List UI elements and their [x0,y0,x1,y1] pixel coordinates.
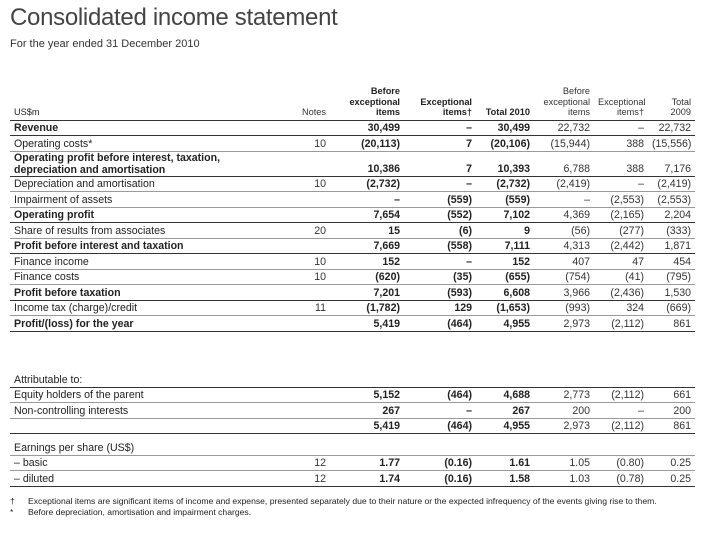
footnote-mark: † [10,496,15,506]
exceptional-2010-cell: (464) [404,316,476,332]
table-row [10,151,695,176]
exceptional-2009-cell: – [594,176,648,192]
row-label: Operating profit [10,207,286,223]
total-2010-cell: 152 [476,254,534,270]
exceptional-2010-cell: 129 [404,300,476,316]
before-exceptional-2010-cell: 30,499 [330,120,404,136]
before-exceptional-2010-cell: 1.77 [330,455,404,471]
exceptional-2010-cell: (552) [404,207,476,223]
exceptional-2009-cell: (0.78) [594,471,648,487]
exceptional-2010-cell: (464) [404,418,476,434]
total-2010-cell: 267 [476,403,534,419]
exceptional-2010-cell: (6) [404,223,476,239]
row-label: Equity holders of the parent [10,387,286,403]
before-exceptional-2009-cell: 4,313 [534,238,594,254]
income-statement-table [10,86,695,332]
before-exceptional-2009-cell: 2,973 [534,418,594,434]
total-2009-cell: 1,530 [648,285,695,301]
exceptional-2010-cell: (35) [404,269,476,285]
note-cell [286,418,330,434]
before-exceptional-2010-cell: 5,152 [330,387,404,403]
row-label: Finance income [10,254,286,270]
total-2010-cell: 4,688 [476,387,534,403]
total-2010-cell: 10,393 [476,151,534,176]
total-2009-cell: 0.25 [648,455,695,471]
footnote-text: Before depreciation, amortisation and impairment charges. [28,507,252,517]
note-cell: 12 [286,471,330,487]
before-exceptional-2009-cell: (15,944) [534,136,594,152]
attributable-table [10,372,695,434]
total-2010-cell: 7,111 [476,238,534,254]
table-row [10,403,695,419]
note-cell: 10 [286,254,330,270]
note-cell: 12 [286,455,330,471]
exceptional-2009-cell: (0.80) [594,455,648,471]
total-2009-cell: 200 [648,403,695,419]
row-label: Operating costs* [10,136,286,152]
before-exceptional-2009-cell: 200 [534,403,594,419]
table-row [10,387,695,403]
before-exceptional-2009-cell: 1.03 [534,471,594,487]
total-2009-cell: 2,204 [648,207,695,223]
table-row [10,300,695,316]
note-cell [286,192,330,208]
table-row [10,136,695,152]
col-exceptional-2009-header: Exceptional items† [594,86,648,120]
eps-heading: Earnings per share (US$) [10,440,695,455]
note-cell [286,403,330,419]
exceptional-2009-cell: 388 [594,136,648,152]
exceptional-2009-cell: (2,112) [594,316,648,332]
col-before-exceptional-2009-header: Before exceptional items [534,86,594,120]
before-exceptional-2009-cell: 407 [534,254,594,270]
total-2009-cell: (15,556) [648,136,695,152]
total-2009-cell: (2,553) [648,192,695,208]
note-cell: 10 [286,176,330,192]
exceptional-2009-cell: (2,553) [594,192,648,208]
exceptional-2009-cell: – [594,120,648,136]
page-subtitle: For the year ended 31 December 2010 [10,38,200,50]
before-exceptional-2009-cell: (56) [534,223,594,239]
table-row [10,120,695,136]
exceptional-2009-cell: 388 [594,151,648,176]
row-label: Profit/(loss) for the year [10,316,286,332]
before-exceptional-2010-cell: – [330,192,404,208]
total-2010-cell: 6,608 [476,285,534,301]
total-2010-cell: (655) [476,269,534,285]
note-cell [286,316,330,332]
before-exceptional-2009-cell: 1.05 [534,455,594,471]
row-label: Profit before interest and taxation [10,238,286,254]
before-exceptional-2010-cell: (1,782) [330,300,404,316]
total-2010-cell: 4,955 [476,418,534,434]
note-cell [286,238,330,254]
total-2009-cell: 1,871 [648,238,695,254]
total-2010-cell: (1,653) [476,300,534,316]
eps-table [10,440,695,487]
total-2010-cell: 1.58 [476,471,534,487]
row-label: Income tax (charge)/credit [10,300,286,316]
total-2010-cell: 1.61 [476,455,534,471]
exceptional-2010-cell: (0.16) [404,471,476,487]
total-2010-cell: 4,955 [476,316,534,332]
total-2009-cell: 861 [648,418,695,434]
page-title: Consolidated income statement [10,4,338,31]
total-2009-cell: 0.25 [648,471,695,487]
total-2010-cell: (559) [476,192,534,208]
notes-header: Notes [286,86,330,120]
table-header-row [10,86,695,120]
footnote-exceptional [10,496,657,507]
before-exceptional-2010-cell: (20,113) [330,136,404,152]
col-before-exceptional-2010-header: Before exceptional items [330,86,404,120]
row-label [10,418,286,434]
exceptional-2010-cell: (464) [404,387,476,403]
attributable-heading: Attributable to: [10,372,695,387]
total-2010-cell: (2,732) [476,176,534,192]
total-2009-cell: 861 [648,316,695,332]
total-2009-cell: (795) [648,269,695,285]
exceptional-2009-cell: 324 [594,300,648,316]
total-2010-cell: 7,102 [476,207,534,223]
before-exceptional-2009-cell: 4,369 [534,207,594,223]
exceptional-2010-cell: – [404,120,476,136]
before-exceptional-2009-cell: (993) [534,300,594,316]
before-exceptional-2010-cell: 267 [330,403,404,419]
note-cell: 11 [286,300,330,316]
exceptional-2010-cell: (558) [404,238,476,254]
eps-heading-row [10,440,695,455]
note-cell [286,285,330,301]
total-2009-cell: 22,732 [648,120,695,136]
note-cell [286,120,330,136]
total-2010-cell: 30,499 [476,120,534,136]
before-exceptional-2010-cell: (620) [330,269,404,285]
total-2010-cell: (20,106) [476,136,534,152]
exceptional-2009-cell: (41) [594,269,648,285]
footnote-before-depreciation [10,507,657,518]
table-row [10,192,695,208]
row-label: Operating profit before interest, taxation, depreciation and amortisation [10,151,286,176]
table-row [10,285,695,301]
col-total-2009-header: Total 2009 [648,86,695,120]
unit-header: US$m [10,86,286,120]
exceptional-2010-cell: – [404,176,476,192]
table-row [10,269,695,285]
table-row [10,418,695,434]
exceptional-2010-cell: (0.16) [404,455,476,471]
exceptional-2009-cell: (2,442) [594,238,648,254]
total-2009-cell: (669) [648,300,695,316]
attributable-heading-row [10,372,695,387]
row-label: Depreciation and amortisation [10,176,286,192]
total-2009-cell: 661 [648,387,695,403]
row-label: Profit before taxation [10,285,286,301]
before-exceptional-2010-cell: 10,386 [330,151,404,176]
total-2009-cell: 454 [648,254,695,270]
total-2009-cell: 7,176 [648,151,695,176]
table-row [10,238,695,254]
exceptional-2009-cell: 47 [594,254,648,270]
exceptional-2009-cell: (2,112) [594,387,648,403]
table-row [10,316,695,332]
row-label: Non-controlling interests [10,403,286,419]
exceptional-2009-cell: (2,436) [594,285,648,301]
table-row [10,455,695,471]
exceptional-2009-cell: (277) [594,223,648,239]
footnotes [10,496,657,518]
before-exceptional-2009-cell: 2,973 [534,316,594,332]
exceptional-2010-cell: – [404,254,476,270]
before-exceptional-2009-cell: (754) [534,269,594,285]
total-2009-cell: (333) [648,223,695,239]
row-label: – diluted [10,471,286,487]
before-exceptional-2010-cell: 5,419 [330,418,404,434]
before-exceptional-2010-cell: 7,669 [330,238,404,254]
table-row [10,176,695,192]
exceptional-2010-cell: (593) [404,285,476,301]
exceptional-2009-cell: – [594,403,648,419]
note-cell [286,207,330,223]
total-2010-cell: 9 [476,223,534,239]
before-exceptional-2010-cell: 15 [330,223,404,239]
before-exceptional-2010-cell: (2,732) [330,176,404,192]
before-exceptional-2010-cell: 7,201 [330,285,404,301]
exceptional-2010-cell: – [404,403,476,419]
before-exceptional-2009-cell: (2,419) [534,176,594,192]
table-row [10,471,695,487]
before-exceptional-2010-cell: 7,654 [330,207,404,223]
total-2009-cell: (2,419) [648,176,695,192]
exceptional-2010-cell: 7 [404,136,476,152]
table-row [10,207,695,223]
before-exceptional-2009-cell: 6,788 [534,151,594,176]
col-exceptional-2010-header: Exceptional items† [404,86,476,120]
col-total-2010-header: Total 2010 [476,86,534,120]
table-row [10,223,695,239]
row-label: – basic [10,455,286,471]
before-exceptional-2009-cell: – [534,192,594,208]
row-label: Finance costs [10,269,286,285]
row-label: Revenue [10,120,286,136]
row-label: Share of results from associates [10,223,286,239]
before-exceptional-2010-cell: 152 [330,254,404,270]
note-cell: 10 [286,136,330,152]
exceptional-2010-cell: (559) [404,192,476,208]
footnote-mark: * [10,507,14,517]
before-exceptional-2009-cell: 22,732 [534,120,594,136]
note-cell [286,387,330,403]
exceptional-2009-cell: (2,112) [594,418,648,434]
before-exceptional-2009-cell: 2,773 [534,387,594,403]
exceptional-2010-cell: 7 [404,151,476,176]
table-row [10,254,695,270]
row-label: Impairment of assets [10,192,286,208]
note-cell: 20 [286,223,330,239]
before-exceptional-2009-cell: 3,966 [534,285,594,301]
before-exceptional-2010-cell: 5,419 [330,316,404,332]
footnote-text: Exceptional items are significant items of income and expense, presented separately due to their nature or the expected infrequency of the events giving rise to them. [28,496,657,506]
note-cell [286,151,330,176]
before-exceptional-2010-cell: 1.74 [330,471,404,487]
exceptional-2009-cell: (2,165) [594,207,648,223]
note-cell: 10 [286,269,330,285]
